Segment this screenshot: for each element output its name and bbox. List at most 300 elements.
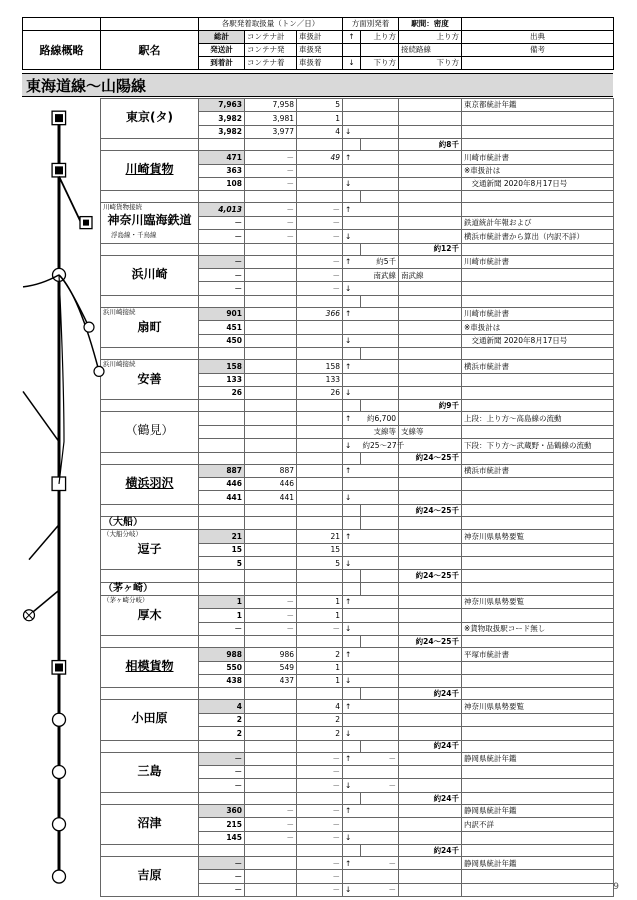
empty-cell [297,688,343,700]
segment-density: 約24～25千 [399,452,462,464]
empty-cell [101,845,199,857]
source-note: 横浜市統計書 [462,464,614,477]
source-note: 川崎市統計書 [462,307,614,320]
connecting-line [399,112,462,125]
connecting-line [399,543,462,556]
direction-value: － [361,857,399,870]
empty-cell [245,504,297,516]
direction-arrow [343,321,361,334]
station-marker [53,713,66,726]
wagon-value: 1 [297,661,343,674]
connecting-line [399,883,462,896]
station-marker-fill [55,114,63,122]
arrived-value: 26 [199,386,245,399]
wagon-sent-header: 車扱発 [297,44,343,57]
empty-cell [361,636,399,648]
empty-cell [245,139,297,151]
direction-value [361,178,399,191]
direction-arrow: ↑ [343,804,361,817]
wagon-value: － [297,883,343,896]
arrived-value [199,439,245,452]
station-name: 扇町 [137,319,162,334]
source-note: 静岡県統計年鑑 [462,804,614,817]
empty-cell [245,740,297,752]
empty-cell [361,792,399,804]
source-note: 鉄道統計年報および [462,216,614,229]
wagon-value: 2 [297,713,343,726]
empty-cell [199,845,245,857]
connecting-line [399,230,462,243]
header-table [22,17,614,70]
empty-cell [245,348,297,360]
direction-arrow [343,112,361,125]
container-value: 986 [245,648,297,661]
station-cell [101,804,199,844]
direction-value [361,373,399,386]
down-direction: 下り方 [361,57,399,70]
empty-cell [199,295,245,307]
wagon-value [297,178,343,191]
connecting-line [399,386,462,399]
source-note [462,203,614,216]
direction-arrow [343,373,361,386]
source-note: 東京都統計年鑑 [462,99,614,112]
empty-cell [101,740,199,752]
empty-cell [297,582,343,595]
source-note: 横浜市統計書 [462,360,614,373]
empty-cell [361,452,399,464]
empty-cell [199,191,245,203]
source-note: ※車扱計は [462,321,614,334]
station-name: 三島 [137,763,162,778]
wagon-value: － [297,870,343,883]
direction-arrow [343,269,361,282]
sent-header: 発送計 [199,44,245,57]
direction-value [361,464,399,477]
empty-cell [297,400,343,412]
empty-cell [343,636,361,648]
source-note: 交通新聞 2020年8月17日号 [462,178,614,191]
empty-cell [199,452,245,464]
empty-cell [361,570,399,582]
segment-density: 約9千 [399,400,462,412]
container-value [245,255,297,268]
sent-value: － [199,870,245,883]
direction-arrow [343,870,361,883]
connecting-line [399,804,462,817]
container-value: － [245,203,297,216]
sent-value [199,425,245,438]
empty-cell [199,688,245,700]
arrived-value: 145 [199,831,245,844]
direction-value: 約25～27千 [361,439,399,452]
source-note [462,425,614,438]
connecting-line [399,360,462,373]
empty-cell [199,516,245,529]
empty-cell [361,295,399,307]
down-arrow: ↓ [343,57,361,70]
source-note [462,870,614,883]
direction-value [361,543,399,556]
table-row [101,648,614,661]
empty-cell [297,348,343,360]
up-arrow: ↑ [343,31,361,44]
direction-arrow: ↑ [343,412,361,425]
empty-cell [462,636,614,648]
wagon-value: － [297,818,343,831]
branch-line [29,525,59,560]
source-header: 出典 [462,31,614,44]
direction-value [361,307,399,320]
total-value: 4 [199,700,245,713]
direction-value: 約6,700 [361,412,399,425]
empty-cell [297,452,343,464]
connecting-line [399,648,462,661]
empty-cell [199,792,245,804]
branch-lines-note: 浮島線・千鳥線 [111,231,157,240]
source-note: 横浜市統計書から算出（内訳不詳） [462,230,614,243]
segment-density: 約24～25千 [399,636,462,648]
direction-arrow [343,713,361,726]
connecting-line [399,412,462,425]
wagon-value: 26 [297,386,343,399]
empty-cell [199,400,245,412]
empty-cell [462,582,614,595]
empty-cell [343,348,361,360]
wagon-value [297,464,343,477]
container-value [245,386,297,399]
empty-cell [361,688,399,700]
branch-line [59,275,99,372]
empty-cell [245,582,297,595]
direction-arrow: ↓ [343,386,361,399]
quantity-heading: 各駅発着取扱量（トン／日） [199,18,343,31]
direction-arrow: ↓ [343,230,361,243]
container-value [245,557,297,570]
wagon-value: 5 [297,99,343,112]
station-name: 逗子 [137,542,162,557]
station-cell [101,700,199,740]
direction-arrow: ↑ [343,203,361,216]
direction-arrow: ↑ [343,360,361,373]
connecting-line [399,203,462,216]
connecting-line [399,321,462,334]
container-value: 441 [245,491,297,504]
direction-arrow: ↑ [343,307,361,320]
connecting-line [399,713,462,726]
container-value: － [245,609,297,622]
container-sent-header: コンテナ発 [245,44,297,57]
wagon-value: － [297,779,343,792]
station-cell [101,203,199,243]
wagon-value: 133 [297,373,343,386]
connection-note: 浜川崎接続 [103,360,136,369]
wagon-value: － [297,230,343,243]
container-value: － [245,622,297,635]
arrived-value: － [199,282,245,295]
total-value: 1 [199,595,245,608]
empty-cell [245,452,297,464]
up-direction: 上り方 [361,31,399,44]
wagon-value: 2 [297,727,343,740]
table-row [101,530,614,543]
source-note: 上段：上り方～高島線の流動 [462,412,614,425]
direction-arrow [343,765,361,778]
connecting-line [399,609,462,622]
sent-value: － [199,216,245,229]
total-value: 7,963 [199,99,245,112]
empty-cell [361,582,399,595]
station-marker [53,766,66,779]
wagon-value: 1 [297,609,343,622]
station-name-header: 駅名 [101,31,199,70]
source-note: 神奈川県県勢要覧 [462,530,614,543]
wagon-value: 366 [297,307,343,320]
station-cell [101,530,199,570]
direction-arrow [343,661,361,674]
connecting-line [399,125,462,138]
branch-point-label: （茅ヶ崎） [101,582,199,595]
station-name: （鶴見） [125,423,174,438]
station-marker [94,366,104,376]
sent-value: 3,982 [199,112,245,125]
wagon-arr-header: 車扱着 [297,57,343,70]
direction-value [361,622,399,635]
wagon-value: － [297,269,343,282]
container-value: － [245,804,297,817]
direction-arrow [343,425,361,438]
total-value: － [199,752,245,765]
wagon-value: 4 [297,125,343,138]
container-value: － [245,831,297,844]
container-value: 887 [245,464,297,477]
wagon-value: － [297,282,343,295]
container-value: 7,958 [245,99,297,112]
empty-cell [297,792,343,804]
connecting-line: 南武線 [399,269,462,282]
source-note: 静岡県統計年鑑 [462,857,614,870]
direction-arrow: ↓ [343,334,361,347]
empty-cell [361,400,399,412]
connecting-line [399,99,462,112]
direction-arrow: ↓ [343,883,361,896]
empty-cell [297,243,343,255]
empty-cell [462,400,614,412]
wagon-value [297,321,343,334]
direction-value [361,164,399,177]
sent-value: － [199,269,245,282]
table-row [101,99,614,112]
source-note: 平塚市統計書 [462,648,614,661]
direction-value: － [361,752,399,765]
station-marker-fill [83,220,89,226]
connecting-line: 支線等 [399,425,462,438]
branch-line [59,176,81,222]
sent-value: 2 [199,713,245,726]
station-name: 小田原 [131,711,168,726]
station-cell [101,464,199,504]
arrived-value: 3,982 [199,125,245,138]
source-note [462,609,614,622]
container-value [245,727,297,740]
direction-arrow: ↑ [343,700,361,713]
arrived-value: 441 [199,491,245,504]
empty-cell [343,516,361,529]
direction-heading: 方面別発着 [343,18,399,31]
container-value [245,530,297,543]
empty-cell [245,191,297,203]
arrived-value: － [199,230,245,243]
direction-value [361,491,399,504]
direction-value [361,125,399,138]
empty-cell [343,400,361,412]
arrived-header: 到着計 [199,57,245,70]
total-header: 総計 [199,31,245,44]
station-marker [53,818,66,831]
sent-value: － [199,765,245,778]
wagon-value: － [297,622,343,635]
wagon-value: － [297,831,343,844]
table-row [101,752,614,765]
direction-value [361,360,399,373]
connecting-line [399,870,462,883]
arrived-value: 5 [199,557,245,570]
direction-arrow [343,99,361,112]
empty-cell [245,400,297,412]
container-value [245,779,297,792]
sent-value: 451 [199,321,245,334]
arrived-value: 438 [199,674,245,687]
direction-value [361,112,399,125]
container-value [245,883,297,896]
direction-value [361,818,399,831]
container-value: 446 [245,478,297,491]
empty-cell [101,452,199,464]
empty-cell [343,570,361,582]
connecting-line [399,831,462,844]
container-total-header: コンテナ計 [245,31,297,44]
table-row [101,595,614,608]
container-value [245,412,297,425]
direction-value [361,804,399,817]
wagon-value: 4 [297,700,343,713]
source-note [462,543,614,556]
station-name: 川崎貨物 [125,162,174,177]
direction-arrow: ↑ [343,595,361,608]
direction-value [361,321,399,334]
station-name: 東京(タ) [126,110,173,124]
empty-cell [101,191,199,203]
station-name: 相模貨物 [125,659,174,674]
direction-value: － [361,883,399,896]
empty-cell [199,740,245,752]
wagon-value [297,412,343,425]
station-cell [101,412,199,452]
segment-density [399,191,462,203]
sent-value: 15 [199,543,245,556]
source-note: 川崎市統計書 [462,151,614,164]
direction-arrow [343,543,361,556]
arrived-value: 108 [199,178,245,191]
empty-cell [462,191,614,203]
station-name: 浜川崎 [131,266,168,281]
direction-value [361,203,399,216]
page-number: 9 [613,882,619,892]
direction-value: 南武線 [361,269,399,282]
direction-arrow: ↓ [343,125,361,138]
up-direction-2: 上り方 [399,31,462,44]
connecting-line [399,595,462,608]
sent-value: 550 [199,661,245,674]
connection-note: 川崎貨物接続 [103,203,142,212]
wagon-value: － [297,203,343,216]
empty-cell [343,688,361,700]
empty-cell [343,582,361,595]
segment-density: 約24千 [399,688,462,700]
station-marker-fill [55,166,63,174]
wagon-value [297,478,343,491]
connecting-line [399,216,462,229]
container-value: 549 [245,661,297,674]
empty-cell [297,295,343,307]
empty-cell [245,688,297,700]
container-value [245,857,297,870]
segment-density: 約8千 [399,139,462,151]
direction-arrow: ↓ [343,557,361,570]
branch-line [59,275,89,327]
table-row [101,255,614,268]
direction-arrow: ↑ [343,648,361,661]
section-title: 東海道線～山陽線 [22,73,613,97]
empty-cell [343,845,361,857]
direction-value [361,99,399,112]
station-name: 吉原 [137,868,162,883]
direction-value [361,661,399,674]
empty-cell [297,191,343,203]
direction-value [361,674,399,687]
direction-value: － [361,779,399,792]
container-value [245,765,297,778]
empty-cell [101,504,199,516]
table-row [101,804,614,817]
wagon-value: － [297,765,343,778]
station-cell [101,360,199,400]
connecting-line [399,857,462,870]
source-note: ※貨物取扱駅コード無し [462,622,614,635]
direction-value [361,386,399,399]
station-cell [101,648,199,688]
station-marker [84,322,94,332]
connecting-line [399,779,462,792]
segment-density: 約12千 [399,243,462,255]
direction-value: 約5千 [361,255,399,268]
empty-cell [361,504,399,516]
direction-arrow: ↑ [343,857,361,870]
direction-value [361,334,399,347]
wagon-value: 1 [297,112,343,125]
table-row [101,857,614,870]
empty-cell [343,740,361,752]
empty-cell [297,516,343,529]
container-value [245,752,297,765]
connection-note: （大船分岐） [103,530,142,539]
empty-cell [361,191,399,203]
segment-density: 約24～25千 [399,504,462,516]
connecting-line [399,439,462,452]
container-value [245,425,297,438]
source-note [462,883,614,896]
source-note [462,765,614,778]
